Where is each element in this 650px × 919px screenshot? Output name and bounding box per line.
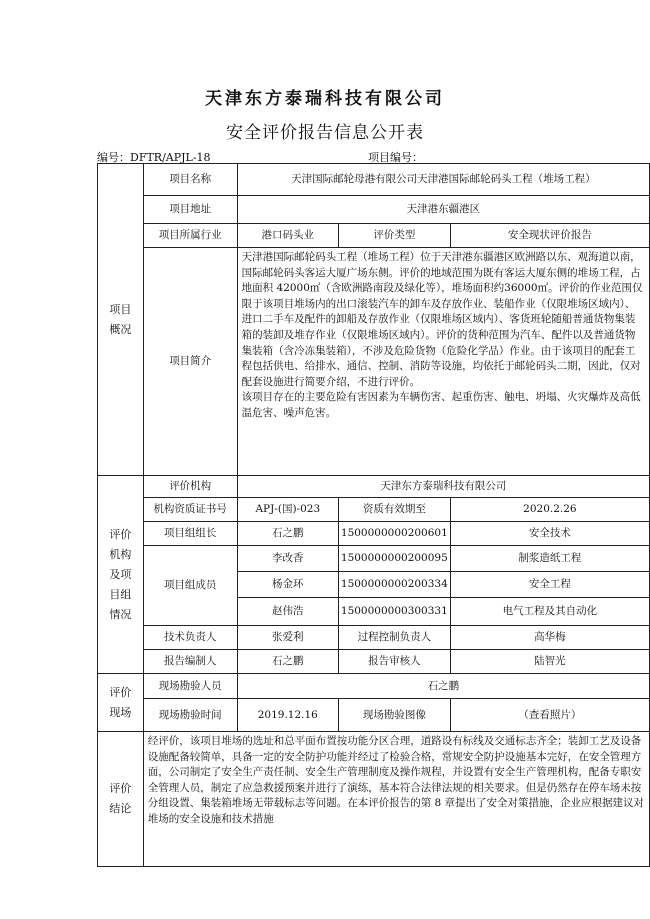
row-agency [98,476,650,498]
project-address-value: 天津港东疆港区 [237,196,649,224]
review-value: 陆智光 [450,650,649,674]
agency-value: 天津东方泰瑞科技有限公司 [237,476,649,498]
member-name: 赵伟浩 [237,598,338,626]
leader-field: 安全技术 [450,522,649,546]
member-field: 安全工程 [450,572,649,598]
intro-paragraph: 该项目存在的主要危险有害因素为车辆伤害、起重伤害、触电、坍塌、火灾爆炸及高低温危害、噪声危害。 [241,391,641,419]
member-cert: 1500000000300331 [338,598,450,626]
section-conclusion: 评价结论 [98,732,144,867]
project-number-label: 项目编号： [368,151,423,164]
review-label: 报告审核人 [338,650,450,674]
row-tech [98,626,650,650]
member-name: 杨金环 [237,572,338,598]
members-label: 项目组成员 [143,546,237,626]
cert-label: 机构资质证书号 [143,498,237,522]
industry-label: 项目所属行业 [143,224,237,248]
leader-cert: 1500000000200601 [338,522,450,546]
row-project-name [98,164,650,196]
row-site-staff [98,674,650,699]
conclusion-value [143,732,649,867]
row-project-intro [98,248,650,476]
site-time-label: 现场勘验时间 [143,699,237,732]
row-project-address [98,196,650,224]
document-title: 安全评价报告信息公开表 [226,123,424,143]
tech-value: 张爱利 [237,626,338,650]
view-photos-link[interactable]: （查看照片） [518,708,582,721]
site-image-label: 现场勘验图像 [338,699,450,732]
serial-number: 编号：DFTR/APJL-18 [97,151,211,164]
leader-label: 项目组组长 [143,522,237,546]
site-staff-label: 现场勘验人员 [143,674,237,699]
company-name: 天津东方泰瑞科技有限公司 [205,89,445,109]
project-name-value: 天津国际邮轮母港有限公司天津港国际邮轮码头工程（堆场工程） [237,164,649,196]
agency-label: 评价机构 [143,476,237,498]
row-site-time [98,699,650,732]
row-project-industry [98,224,650,248]
member-cert: 1500000000200095 [338,546,450,572]
disclosure-table [97,163,650,867]
site-staff-value: 石之鹏 [237,674,649,699]
conclusion-text: 经评价，该项目堆场的选址和总平面布置按功能分区合理，道路设有标线及交通标志齐全；装卸工艺及设备设施配备较简单，具备一定的安全防护功能并经过了检验合格，常规安全防护设施基本完好，在安全管理方面，公司制定了安全生产责任制、安全生产管理制度及操作规程，并设置有安全生产管理机构，配备专职安全管理人员，制定了应急救援预案并进行了演练，基本符合法律法规的相关要求。但是仍然存在停车场未按分组设置、集装箱堆场无带载标志等问题。在本评价报告的第 8 章提出了安全对策措施，企业应根据建议对堆场的安全设施和技术措施 [147,735,645,825]
member-field: 电气工程及其自动化 [450,598,649,626]
row-member [98,546,650,572]
row-report [98,650,650,674]
project-intro-label: 项目简介 [143,248,237,476]
section-agency: 评价机构及项目组情况 [98,476,144,674]
section-overview: 项目概况 [98,164,144,476]
tech-label: 技术负责人 [143,626,237,650]
row-leader [98,522,650,546]
member-name: 李改香 [237,546,338,572]
row-cert [98,498,650,522]
member-cert: 1500000000200334 [338,572,450,598]
intro-paragraph: 天津港国际邮轮码头工程（堆场工程）位于天津港东疆港区欧洲路以东、观海道以南，国际邮轮码头客运大厦广场东侧。评价的地域范围为既有客运大厦东侧的堆场工程，占地面积 42000㎡（含欧洲路南段及绿化等），堆场面积约36000㎡。评价的作业范围仅限于该项目堆场内的出口滚装汽车的卸车及存放作业、装船作业（仅限堆场区域内）、进口二手车及配件的卸船及存放作业（仅限堆场区域内）、客货班轮随船普通货物集装箱的装卸及堆存作业（仅限堆场区域内）。评价的货种范围为汽车、配件以及普通货物集装箱（含冷冻集装箱），不涉及危险货物（危险化学品）作业。由于该项目的配套工程包括供电、给排水、通信、控制、消防等设施，均依托于邮轮码头二期，因此，仅对配套设施进行简要介绍，不进行评价。 [241,251,643,388]
site-time-value: 2019.12.16 [237,699,338,732]
report-value: 石之鹏 [237,650,338,674]
project-intro-value [237,248,649,476]
row-conclusion [98,732,650,867]
project-name-label: 项目名称 [143,164,237,196]
eval-type-value: 安全现状评价报告 [450,224,649,248]
valid-label: 资质有效期至 [338,498,450,522]
process-value: 高华梅 [450,626,649,650]
member-field: 制浆造纸工程 [450,546,649,572]
leader-name: 石之鹏 [237,522,338,546]
report-label: 报告编制人 [143,650,237,674]
cert-value: APJ-(国)-023 [237,498,338,522]
industry-value: 港口码头业 [237,224,338,248]
project-address-label: 项目地址 [143,196,237,224]
process-label: 过程控制负责人 [338,626,450,650]
site-image-cell [450,699,649,732]
section-site: 评价现场 [98,674,144,732]
valid-value: 2020.2.26 [450,498,649,522]
eval-type-label: 评价类型 [338,224,450,248]
